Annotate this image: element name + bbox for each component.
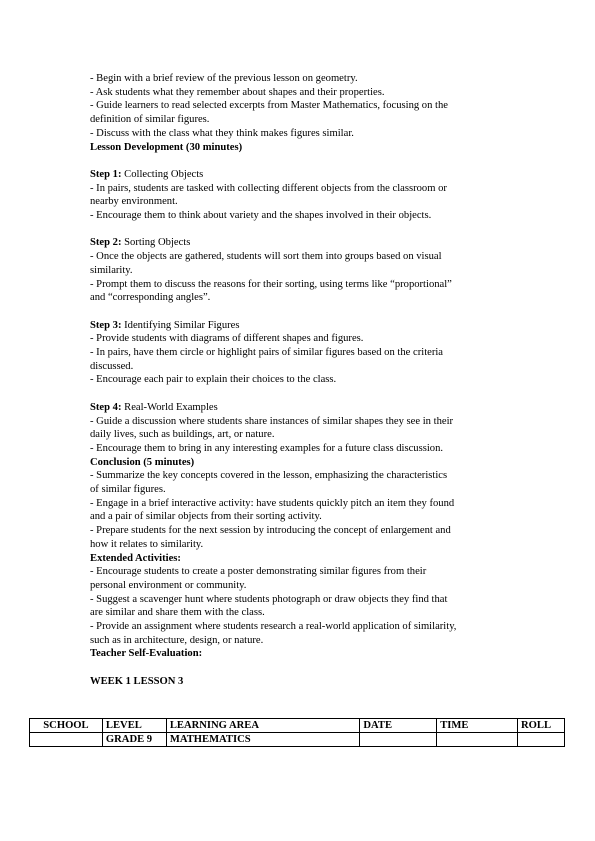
conclusion-line: of similar figures. [90,484,166,496]
conclusion-heading: Conclusion (5 minutes) [90,456,195,468]
week-lesson-heading: WEEK 1 LESSON 3 [90,675,184,687]
step-title: Real-World Examples [121,401,218,413]
step-4-section [90,401,520,456]
step-line: discussed. [90,360,134,372]
step-title: Identifying Similar Figures [121,319,240,331]
step-line: - Prompt them to discuss the reasons for their sorting, using terms like “proportional” [90,278,452,290]
intro-section [90,72,520,141]
lesson-development-heading: Lesson Development (30 minutes) [90,141,243,153]
step-line: nearby environment. [90,196,178,208]
table-cell [360,733,437,747]
step-label: Step 4: [90,401,122,413]
table-header-row [30,719,565,733]
step-line: - Once the objects are gathered, students will sort them into groups based on visual [90,251,442,263]
step-line: - Encourage them to bring in any interesting examples for a future class discussion. [90,442,444,454]
step-label: Step 2: [90,237,122,249]
extended-activities-heading: Extended Activities: [90,552,181,564]
conclusion-section [90,469,520,551]
extended-line: - Encourage students to create a poster demonstrating similar figures from their [90,566,427,578]
table-header-cell: TIME [437,719,518,733]
intro-line: - Discuss with the class what they think makes figures similar. [90,127,354,139]
table-cell [437,733,518,747]
step-1-section [90,168,520,223]
table-cell [30,733,103,747]
step-title: Collecting Objects [121,168,204,180]
intro-line: - Ask students what they remember about shapes and their properties. [90,86,385,98]
table-cell: MATHEMATICS [166,733,360,747]
intro-line: - Guide learners to read selected excerpts from Master Mathematics, focusing on the [90,100,448,112]
step-line: similarity. [90,264,133,276]
teacher-self-evaluation-heading: Teacher Self-Evaluation: [90,648,203,660]
table-header-cell: DATE [360,719,437,733]
step-line: - Encourage each pair to explain their choices to the class. [90,374,337,386]
step-line: and “corresponding angles”. [90,292,211,304]
lesson-plan-page [90,72,520,689]
conclusion-line: - Summarize the key concepts covered in the lesson, emphasizing the characteristics [90,470,448,482]
extended-line: are similar and share them with the class. [90,607,265,619]
table-row [30,733,565,747]
extended-line: such as in architecture, design, or nature. [90,634,264,646]
conclusion-line: and a pair of similar objects from their sorting activity. [90,511,322,523]
intro-line: - Begin with a brief review of the previous lesson on geometry. [90,73,358,84]
extended-line: personal environment or community. [90,579,247,591]
intro-line: definition of similar figures. [90,114,210,126]
step-line: - Provide students with diagrams of different shapes and figures. [90,333,364,345]
step-line: - In pairs, have them circle or highlight pairs of similar figures based on the criteria [90,347,444,359]
lesson-info-table-wrapper [29,718,565,747]
table-cell: GRADE 9 [102,733,166,747]
table-cell [518,733,565,747]
conclusion-line: - Engage in a brief interactive activity: have students quickly pitch an item they found [90,497,455,509]
step-label: Step 3: [90,319,122,331]
step-line: - In pairs, students are tasked with collecting different objects from the classroom or [90,182,447,194]
extended-section [90,565,520,647]
step-title: Sorting Objects [121,237,191,249]
step-2-section [90,236,520,305]
conclusion-line: - Prepare students for the next session by introducing the concept of enlargement and [90,525,451,537]
step-line: - Guide a discussion where students share instances of similar shapes they see in their [90,415,454,427]
lesson-info-table [29,718,565,747]
table-header-cell: ROLL [518,719,565,733]
step-3-section [90,319,520,388]
table-header-cell: LEVEL [102,719,166,733]
extended-line: - Suggest a scavenger hunt where students photograph or draw objects they find that [90,593,448,605]
conclusion-line: how it relates to similarity. [90,538,204,550]
step-line: daily lives, such as buildings, art, or nature. [90,429,275,441]
table-header-cell: LEARNING AREA [166,719,360,733]
table-header-cell: SCHOOL [30,719,103,733]
step-label: Step 1: [90,168,122,180]
extended-line: - Provide an assignment where students research a real-world application of similarity, [90,621,457,633]
step-line: - Encourage them to think about variety and the shapes involved in their objects. [90,210,432,222]
